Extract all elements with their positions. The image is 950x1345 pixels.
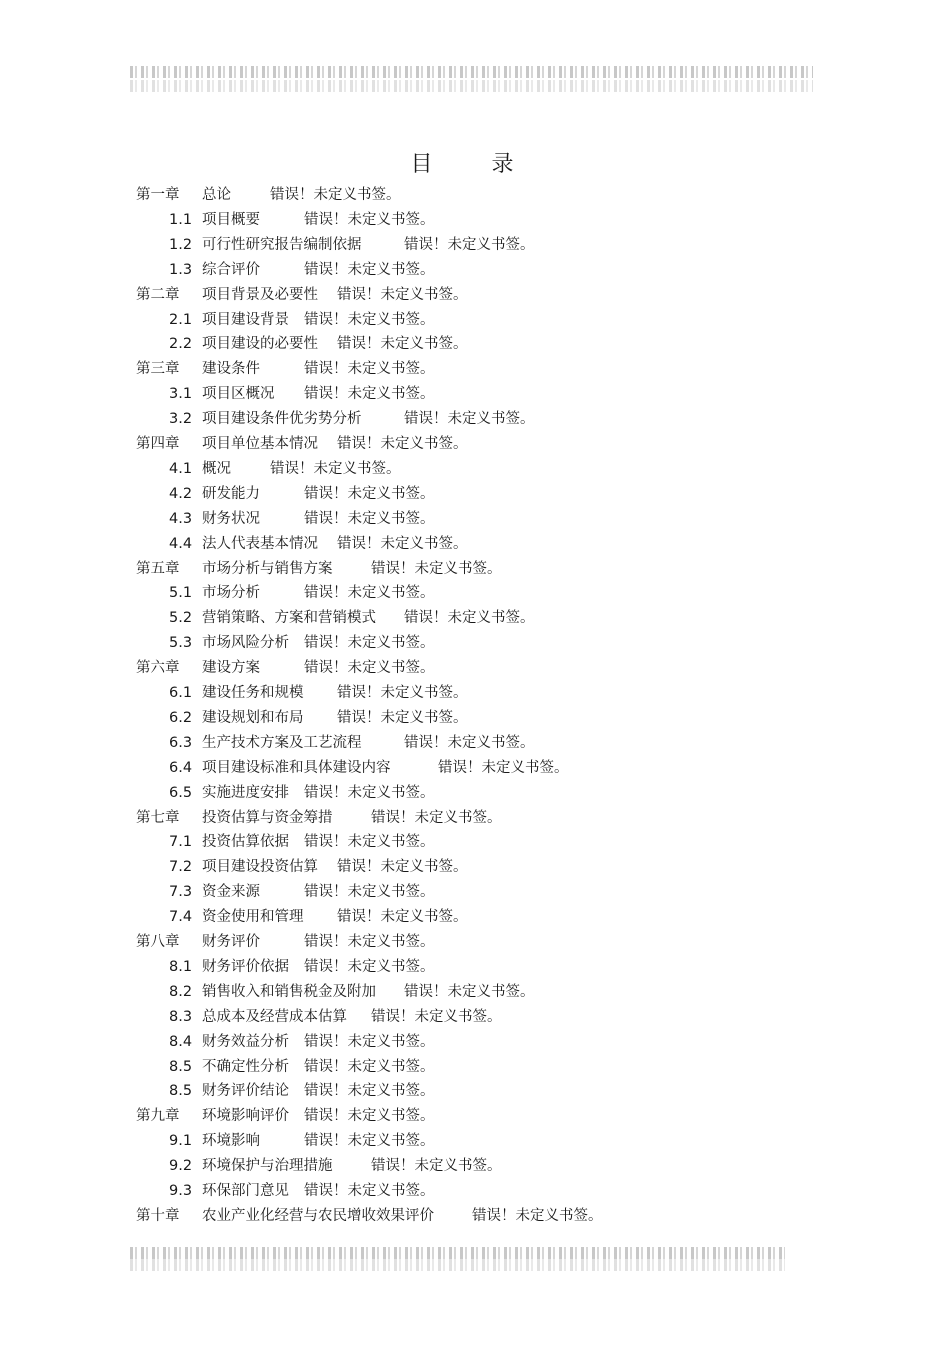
toc-entry-page-ref: 错误！未定义书签。 (404, 734, 535, 751)
toc-entry[interactable] (0, 734, 950, 752)
toc-entry-title: 建设任务和规模 (202, 685, 304, 701)
toc-entry[interactable] (0, 1008, 950, 1026)
toc-entry[interactable] (0, 311, 950, 329)
header-watermark-noise-2 (130, 80, 813, 92)
toc-entry-page-ref: 错误！未定义书签。 (304, 361, 435, 378)
toc-entry[interactable] (0, 609, 950, 627)
toc-entry-title: 环境影响 (202, 1133, 260, 1150)
toc-entry[interactable] (0, 933, 950, 951)
toc-entry-page-ref: 错误！未定义书签。 (404, 411, 535, 428)
toc-entry-number: 2.1 (169, 311, 193, 328)
toc-entry-number: 8.2 (169, 983, 193, 1000)
toc-entry-title: 农业产业化经营与农民增收效果评价 (202, 1207, 434, 1224)
toc-entry[interactable] (0, 1182, 950, 1200)
toc-entry-title: 总论 (202, 187, 231, 203)
toc-entry[interactable] (0, 286, 950, 304)
toc-entry-page-ref: 错误！未定义书签。 (304, 884, 435, 901)
toc-entry-page-ref: 错误！未定义书签。 (472, 1207, 603, 1224)
toc-entry-page-ref: 错误！未定义书签。 (304, 834, 435, 851)
toc-entry-number: 9.3 (169, 1183, 193, 1199)
toc-entry-title: 项目概要 (202, 211, 260, 228)
toc-entry-number: 3.2 (169, 411, 193, 428)
toc-entry-title: 项目建设背景 (202, 311, 289, 328)
toc-entry-title: 项目建设的必要性 (202, 336, 318, 353)
toc-entry-title: 财务评价依据 (202, 958, 289, 975)
toc-entry-number: 9.1 (169, 1133, 193, 1150)
toc-entry-number: 8.5 (169, 1058, 193, 1075)
toc-entry-title: 建设条件 (202, 361, 260, 378)
toc-entry-page-ref: 错误！未定义书签。 (371, 1008, 502, 1025)
toc-entry-page-ref: 错误！未定义书签。 (304, 211, 435, 228)
toc-entry-page-ref: 错误！未定义书签。 (304, 1083, 435, 1100)
toc-entry-page-ref: 错误！未定义书签。 (337, 535, 468, 552)
toc-entry-title: 项目建设条件优劣势分析 (202, 411, 362, 428)
toc-entry-page-ref: 错误！未定义书签。 (304, 660, 435, 677)
toc-entry-page-ref: 错误！未定义书签。 (304, 1033, 435, 1050)
toc-entry[interactable] (0, 261, 950, 279)
toc-entry-title: 投资估算与资金筹措 (202, 809, 333, 826)
footer-watermark-noise-2 (130, 1259, 785, 1271)
toc-entry-title: 投资估算依据 (202, 834, 289, 851)
toc-entry-title: 项目建设标准和具体建设内容 (202, 759, 391, 776)
toc-entry-page-ref: 错误！未定义书签。 (270, 187, 401, 203)
toc-entry-page-ref: 错误！未定义书签。 (337, 286, 468, 303)
toc-entry[interactable] (0, 360, 950, 378)
toc-entry-title: 市场分析与销售方案 (202, 560, 333, 577)
toc-entry[interactable] (0, 485, 950, 503)
toc-entry[interactable] (0, 560, 950, 578)
toc-entry-title: 财务状况 (202, 510, 260, 527)
toc-entry-number: 第十章 (136, 1207, 180, 1224)
toc-entry-page-ref: 错误！未定义书签。 (404, 610, 535, 627)
toc-entry-page-ref: 错误！未定义书签。 (438, 759, 569, 776)
toc-entry[interactable] (0, 211, 950, 229)
toc-entry[interactable] (0, 634, 950, 652)
toc-entry-title: 财务评价结论 (202, 1083, 289, 1100)
toc-entry-number: 8.1 (169, 958, 193, 975)
toc-entry-title: 实施进度安排 (202, 784, 289, 801)
toc-entry-page-ref: 错误！未定义书签。 (337, 685, 468, 701)
toc-entry-title: 环境影响评价 (202, 1108, 289, 1125)
toc-entry-title: 营销策略、方案和营销模式 (202, 610, 376, 627)
toc-entry-page-ref: 错误！未定义书签。 (337, 859, 468, 876)
toc-entry-title: 建设规划和布局 (202, 709, 304, 726)
toc-entry-page-ref: 错误！未定义书签。 (304, 958, 435, 975)
toc-entry[interactable] (0, 236, 950, 254)
toc-entry-page-ref: 错误！未定义书签。 (371, 809, 502, 826)
toc-entry-title: 财务效益分析 (202, 1033, 289, 1050)
toc-entry-page-ref: 错误！未定义书签。 (304, 311, 435, 328)
toc-entry-number: 第七章 (136, 809, 180, 826)
toc-entry-title: 资金来源 (202, 884, 260, 901)
toc-entry-title: 财务评价 (202, 934, 260, 950)
toc-entry[interactable] (0, 1107, 950, 1125)
toc-entry-title: 生产技术方案及工艺流程 (202, 734, 362, 751)
toc-entry-number: 6.2 (169, 709, 193, 726)
toc-entry-page-ref: 错误！未定义书签。 (304, 1058, 435, 1075)
toc-entry-number: 1.3 (169, 261, 193, 278)
toc-entry[interactable] (0, 1157, 950, 1175)
toc-entry-number: 5.2 (169, 610, 193, 627)
toc-entry-page-ref: 错误！未定义书签。 (337, 709, 468, 726)
toc-entry-title: 总成本及经营成本估算 (202, 1008, 347, 1025)
toc-entry[interactable] (0, 1207, 950, 1225)
toc-entry[interactable] (0, 1058, 950, 1076)
toc-entry-page-ref: 错误！未定义书签。 (304, 1108, 435, 1125)
toc-entry[interactable] (0, 759, 950, 777)
toc-entry-number: 7.2 (169, 859, 193, 876)
toc-entry-number: 2.2 (169, 336, 193, 353)
toc-entry-page-ref: 错误！未定义书签。 (304, 934, 435, 950)
toc-entry-number: 第二章 (136, 286, 180, 303)
toc-entry-page-ref: 错误！未定义书签。 (337, 909, 468, 926)
toc-entry-number: 6.5 (169, 784, 193, 801)
toc-entry-number: 第五章 (136, 560, 180, 577)
toc-entry-page-ref: 错误！未定义书签。 (304, 585, 435, 602)
toc-entry-page-ref: 错误！未定义书签。 (304, 1133, 435, 1150)
toc-entry-number: 4.2 (169, 485, 193, 502)
toc-entry-page-ref: 错误！未定义书签。 (304, 784, 435, 801)
toc-entry-number: 第一章 (136, 187, 180, 203)
toc-entry-number: 5.3 (169, 635, 193, 652)
toc-entry-title: 概况 (202, 460, 231, 477)
toc-entry[interactable] (0, 385, 950, 403)
toc-entry[interactable] (0, 709, 950, 727)
toc-entry[interactable] (0, 908, 950, 926)
toc-entry-title: 可行性研究报告编制依据 (202, 236, 362, 253)
toc-entry-number: 9.2 (169, 1158, 193, 1175)
toc-entry-page-ref: 错误！未定义书签。 (404, 236, 535, 253)
toc-entry[interactable] (0, 784, 950, 802)
toc-entry-number: 4.3 (169, 510, 193, 527)
toc-entry-title: 不确定性分析 (202, 1058, 289, 1075)
toc-entry[interactable] (0, 1082, 950, 1100)
toc-entry[interactable] (0, 833, 950, 851)
toc-entry-number: 3.1 (169, 386, 193, 403)
toc-entry[interactable] (0, 335, 950, 353)
page-title: 目 录 (410, 152, 540, 177)
toc-entry-number: 1.1 (169, 211, 193, 228)
toc-entry-number: 第三章 (136, 361, 180, 378)
toc-entry[interactable] (0, 1033, 950, 1051)
toc-entry[interactable] (0, 435, 950, 453)
toc-entry-number: 第八章 (136, 934, 180, 950)
toc-entry-number: 6.4 (169, 759, 193, 776)
toc-entry-title: 项目背景及必要性 (202, 286, 318, 303)
toc-entry-page-ref: 错误！未定义书签。 (304, 1183, 435, 1199)
toc-entry-page-ref: 错误！未定义书签。 (304, 510, 435, 527)
toc-entry-number: 第九章 (136, 1108, 180, 1125)
toc-entry-title: 项目区概况 (202, 386, 275, 403)
toc-entry[interactable] (0, 659, 950, 677)
toc-entry-number: 第六章 (136, 660, 180, 677)
toc-entry-number: 7.1 (169, 834, 193, 851)
toc-entry-title: 销售收入和销售税金及附加 (202, 983, 376, 1000)
toc-entry[interactable] (0, 983, 950, 1001)
toc-entry-number: 5.1 (169, 585, 193, 602)
toc-entry[interactable] (0, 809, 950, 827)
toc-entry-page-ref: 错误！未定义书签。 (371, 560, 502, 577)
toc-entry-title: 市场风险分析 (202, 635, 289, 652)
toc-entry[interactable] (0, 858, 950, 876)
toc-entry[interactable] (0, 535, 950, 553)
toc-entry-number: 4.1 (169, 460, 193, 477)
toc-entry-title: 资金使用和管理 (202, 909, 304, 926)
toc-entry-number: 8.5 (169, 1083, 193, 1100)
toc-entry-page-ref: 错误！未定义书签。 (304, 386, 435, 403)
toc-entry[interactable] (0, 510, 950, 528)
toc-entry-title: 市场分析 (202, 585, 260, 602)
toc-entry-title: 项目建设投资估算 (202, 859, 318, 876)
toc-entry-title: 环保部门意见 (202, 1183, 289, 1199)
toc-entry[interactable] (0, 584, 950, 602)
toc-entry[interactable] (0, 958, 950, 976)
toc-entry-title: 环境保护与治理措施 (202, 1158, 333, 1175)
toc-entry-number: 4.4 (169, 535, 193, 552)
toc-entry-title: 法人代表基本情况 (202, 535, 318, 552)
toc-entry-page-ref: 错误！未定义书签。 (304, 635, 435, 652)
toc-entry-page-ref: 错误！未定义书签。 (404, 983, 535, 1000)
toc-entry-number: 1.2 (169, 236, 193, 253)
toc-entry[interactable] (0, 684, 950, 702)
toc-entry-title: 综合评价 (202, 261, 260, 278)
toc-entry[interactable] (0, 1132, 950, 1150)
toc-entry-page-ref: 错误！未定义书签。 (371, 1158, 502, 1175)
toc-entry-page-ref: 错误！未定义书签。 (337, 436, 468, 452)
toc-entry[interactable] (0, 460, 950, 478)
toc-entry-number: 7.3 (169, 884, 193, 901)
toc-entry-number: 7.4 (169, 909, 193, 926)
toc-entry-number: 6.3 (169, 734, 193, 751)
toc-entry-number: 第四章 (136, 436, 180, 452)
toc-entry-title: 研发能力 (202, 485, 260, 502)
toc-entry[interactable] (0, 186, 950, 204)
toc-entry-page-ref: 错误！未定义书签。 (337, 336, 468, 353)
toc-entry-number: 8.4 (169, 1033, 193, 1050)
toc-entry-title: 项目单位基本情况 (202, 436, 318, 452)
header-watermark-noise (130, 66, 813, 78)
toc-entry-page-ref: 错误！未定义书签。 (270, 460, 401, 477)
toc-entry-number: 6.1 (169, 685, 193, 701)
toc-entry-title: 建设方案 (202, 660, 260, 677)
toc-entry-page-ref: 错误！未定义书签。 (304, 261, 435, 278)
toc-entry[interactable] (0, 883, 950, 901)
toc-entry[interactable] (0, 410, 950, 428)
toc-entry-number: 8.3 (169, 1008, 193, 1025)
footer-watermark-noise (130, 1247, 785, 1259)
toc-entry-page-ref: 错误！未定义书签。 (304, 485, 435, 502)
